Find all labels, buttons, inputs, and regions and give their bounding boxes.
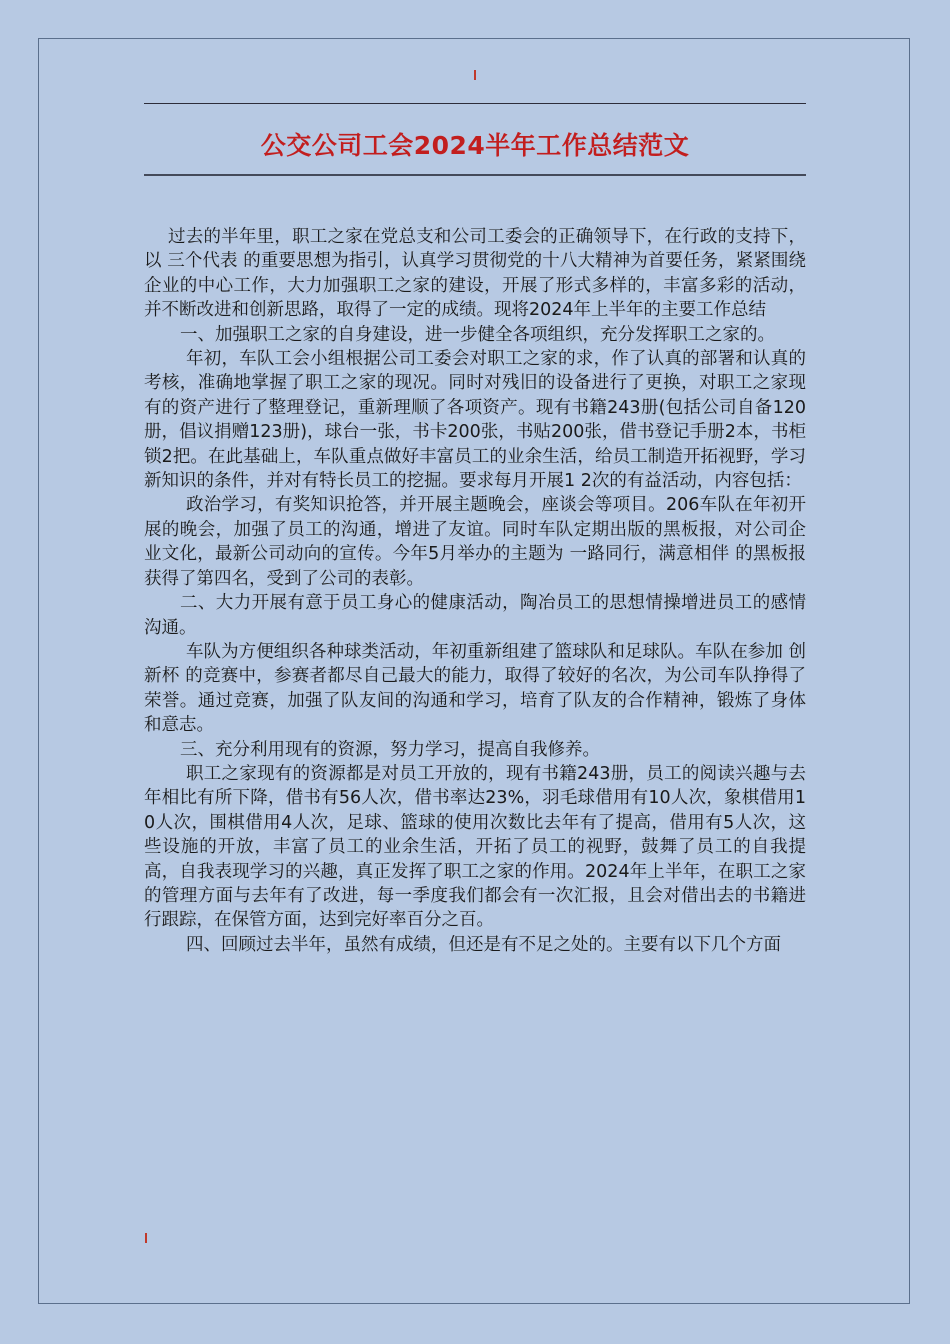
paragraph-intro: 过去的半年里，职工之家在党总支和公司工委会的正确领导下，在行政的支持下，以 三个代表 的重要思想为指引，认真学习贯彻党的十八大精神为首要任务，紧紧围绕企业的中心工作，大力加强职工之家的建设，开展了形式多样的，丰富多彩的活动，并不断改进和创新思路，取得了一定的成绩。现将2024年上半年的主要工作总结 — [144, 227, 806, 321]
paragraph-section-1-b: 政治学习，有奖知识抢答，并开展主题晚会，座谈会等项目。206车队在年初开展的晚会，加强了员工的沟通，增进了友谊。同时车队定期出版的黑板报，对公司企业文化，最新公司动向的宣传。今年5月举办的主题为 一路同行，满意相伴 的黑板报获得了第四名，受到了公司的表彰。 — [144, 495, 806, 589]
document-title: 公交公司工会2024半年工作总结范文 — [260, 131, 690, 160]
paragraph-section-3: 职工之家现有的资源都是对员工开放的，现有书籍243册，员工的阅读兴趣与去年相比有所下降，借书有56人次，借书率达23%，羽毛球借用有10人次，象棋借用10人次，围棋借用4人次，足球、篮球的使用次数比去年有了提高，借用有5人次，这些设施的开放，丰富了员工的业余生活，开拓了员工的视野，鼓舞了员工的自我提高，自我表现学习的兴趣，真正发挥了职工之家的作用。2024年上半年，在职工之家的管理方面与去年有了改进，每一季度我们都会有一次汇报，且会对借出去的书籍进行跟踪，在保管方面，达到完好率百分之百。 — [144, 763, 806, 931]
section-heading-3: 三、充分利用现有的资源，努力学习，提高自我修养。 — [180, 739, 600, 760]
header-cursor-mark — [474, 70, 476, 80]
header-top-rule — [144, 103, 806, 104]
paragraph-section-1-a: 年初，车队工会小组根据公司工委会对职工之家的求，作了认真的部署和认真的考核，准确地掌握了职工之家的现况。同时对残旧的设备进行了更换，对职工之家现有的资产进行了整理登记，重新理顺了各项资产。现有书籍243册(包括公司自备120册，倡议捐赠123册)，球台一张，书卡200张，书贴200张，借书登记手册2本，书柜锁2把。在此基础上，车队重点做好丰富员工的业余生活，给员工制造开拓视野，学习新知识的条件，并对有特长员工的挖掘。要求每月开展1 2次的有益活动，内容包括： — [144, 349, 806, 492]
footer-cursor-mark — [145, 1233, 147, 1243]
paragraph-section-2: 车队为方便组织各种球类活动，年初重新组建了篮球队和足球队。车队在参加 创新杯 的竞赛中，参赛者都尽自己最大的能力，取得了较好的名次，为公司车队挣得了荣誉。通过竞赛，加强了队友间的沟通和学习，培育了队友的合作精神，锻炼了身体和意志。 — [144, 641, 806, 736]
section-heading-1: 一、加强职工之家的自身建设，进一步健全各项组织，充分发挥职工之家的。 — [180, 324, 775, 345]
header-bottom-rule — [144, 174, 806, 176]
section-heading-4: 四、回顾过去半年，虽然有成绩，但还是有不足之处的。主要有以下几个方面 — [186, 934, 781, 955]
section-heading-2: 二、大力开展有意于员工身心的健康活动，陶冶员工的思想情操增进员工的感情沟通。 — [144, 593, 806, 638]
document-body — [144, 225, 806, 957]
